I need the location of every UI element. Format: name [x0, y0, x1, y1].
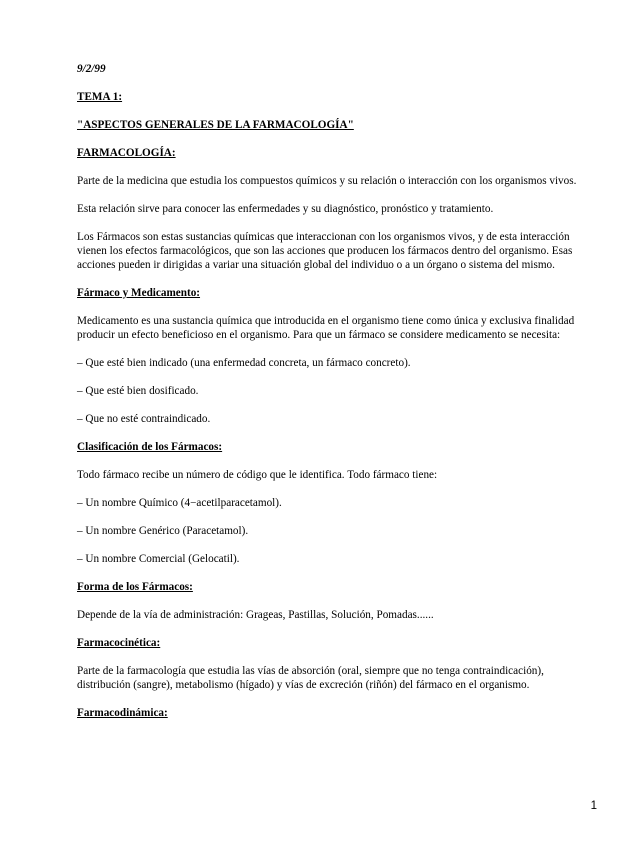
list-item: – Que esté bien indicado (una enfermedad concreta, un fármaco concreto).: [77, 357, 411, 369]
document-title: "ASPECTOS GENERALES DE LA FARMACOLOGÍA": [77, 119, 354, 131]
list-item: – Que esté bien dosificado.: [77, 385, 199, 397]
page-number: 1: [590, 800, 597, 812]
paragraph: Parte de la medicina que estudia los compuestos químicos y su relación o interacción con los organismos vivos.: [77, 175, 577, 187]
document-date: 9/2/99: [77, 63, 106, 75]
paragraph: Parte de la farmacología que estudia las vías de absorción (oral, siempre que no tenga contraindicación), distribución (sangre), metabolismo (hígado) y vías de excreción (riñón) del fármaco en el organismo.: [77, 665, 544, 691]
section-heading-farmacocinetica: Farmacocinética:: [77, 637, 161, 649]
tema-heading: TEMA 1:: [77, 91, 123, 103]
paragraph: Medicamento es una sustancia química que introducida en el organismo tiene como única y exclusiva finalidad producir un efecto beneficioso en el organismo. Para que un fármaco se considere medicamento se necesita:: [77, 315, 575, 341]
section-heading-farmaco-medicamento: Fármaco y Medicamento:: [77, 287, 201, 299]
paragraph: Esta relación sirve para conocer las enfermedades y su diagnóstico, pronóstico y tratamiento.: [77, 203, 494, 215]
document-page: [77, 62, 587, 734]
list-item: – Un nombre Químico (4−acetilparacetamol).: [77, 497, 282, 509]
paragraph: Depende de la vía de administración: Grageas, Pastillas, Solución, Pomadas......: [77, 609, 434, 621]
list-item: – Un nombre Genérico (Paracetamol).: [77, 525, 249, 537]
section-heading-clasificacion: Clasificación de los Fármacos:: [77, 441, 223, 453]
paragraph: Todo fármaco recibe un número de código que le identifica. Todo fármaco tiene:: [77, 469, 438, 481]
list-item: – Que no esté contraindicado.: [77, 413, 211, 425]
section-heading-farmacodinamica: Farmacodinámica:: [77, 707, 168, 719]
paragraph: Los Fármacos son estas sustancias químicas que interaccionan con los organismos vivos, y de esta interacción vienen los efectos farmacológicos, que son las acciones que producen los fármacos dentro del organismo. Esas acciones pueden ir dirigidas a variar una situación global del individuo o a un órgano o sistema del mismo.: [77, 231, 573, 271]
section-heading-forma: Forma de los Fármacos:: [77, 581, 193, 593]
list-item: – Un nombre Comercial (Gelocatil).: [77, 553, 240, 565]
section-heading-farmacologia: FARMACOLOGÍA:: [77, 147, 176, 159]
